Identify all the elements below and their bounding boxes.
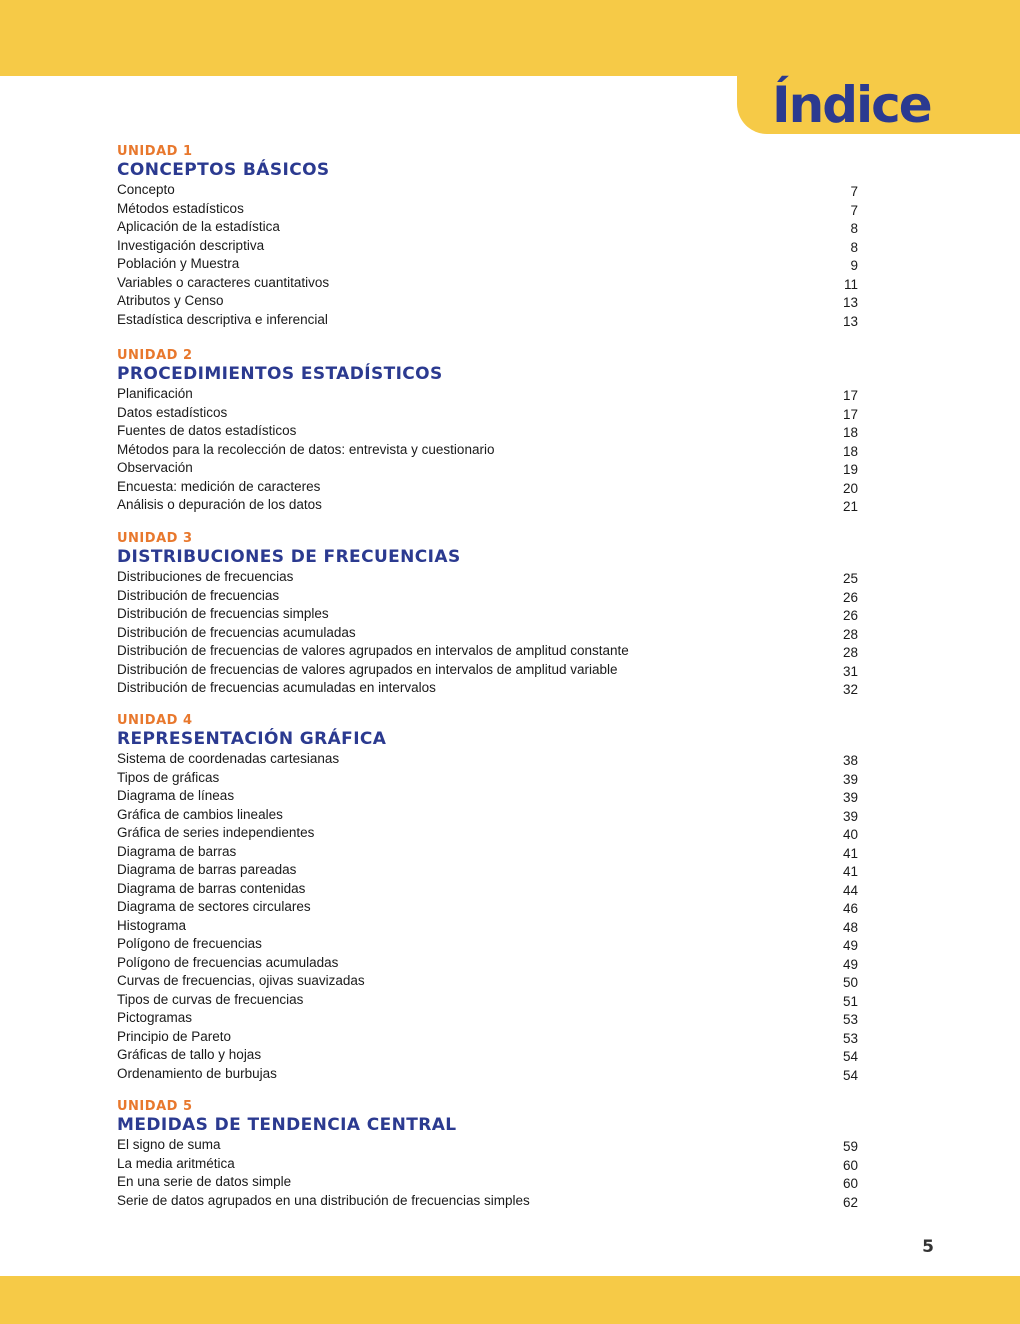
- toc-entry-label: Distribución de frecuencias acumuladas: [117, 624, 356, 640]
- entry-list: [117, 568, 862, 698]
- toc-entry-label: Curvas de frecuencias, ojivas suavizadas: [117, 973, 365, 988]
- toc-entry[interactable]: [117, 1028, 862, 1047]
- toc-entry[interactable]: [117, 181, 862, 200]
- toc-entry-label: Polígono de frecuencias: [117, 936, 262, 951]
- toc-entry-page: 9: [850, 258, 858, 273]
- toc-entry-label: Diagrama de barras: [117, 843, 237, 859]
- toc-entry-label: Serie de datos agrupados en una distribución de frecuencias simples: [117, 1192, 530, 1208]
- unit-section: [117, 532, 862, 698]
- toc-entry[interactable]: [117, 200, 862, 219]
- toc-entry-page: 46: [842, 901, 858, 916]
- toc-entry-page: 26: [842, 589, 858, 605]
- toc-entry-page: 41: [842, 845, 858, 861]
- toc-entry[interactable]: [117, 587, 862, 606]
- toc-entry-label: Distribución de frecuencias simples: [117, 606, 329, 621]
- toc-entry-label: Distribución de frecuencias de valores agrupados en intervalos de amplitud constante: [117, 643, 629, 658]
- toc-entry-label: Fuentes de datos estadísticos: [117, 423, 297, 438]
- toc-entry-page: 19: [842, 462, 858, 477]
- toc-entry-label: Ordenamiento de burbujas: [117, 1065, 277, 1081]
- toc-entry-label: Gráfica de cambios lineales: [117, 806, 283, 822]
- toc-entry-label: Distribución de frecuencias: [117, 587, 280, 603]
- toc-entry-page: 25: [842, 571, 858, 586]
- toc-entry-page: 60: [842, 1176, 858, 1191]
- toc-entry-page: 32: [842, 682, 858, 697]
- toc-entry[interactable]: [117, 496, 862, 515]
- toc-entry-label: Concepto: [117, 182, 175, 197]
- toc-entry-label: Datos estadísticos: [117, 404, 228, 420]
- toc-entry[interactable]: [117, 661, 862, 680]
- toc-entry[interactable]: [117, 991, 862, 1010]
- toc-entry-label: Población y Muestra: [117, 256, 240, 271]
- toc-entry-label: Variables o caracteres cuantitativos: [117, 274, 330, 290]
- toc-entry[interactable]: [117, 404, 862, 423]
- toc-entry-page: 54: [842, 1049, 858, 1064]
- toc-entry-label: Gráficas de tallo y hojas: [117, 1047, 262, 1062]
- toc-entry-label: Histograma: [117, 917, 187, 933]
- toc-entry[interactable]: [117, 422, 862, 441]
- toc-entry[interactable]: [117, 1173, 862, 1192]
- entry-list: [117, 750, 862, 1083]
- toc-entry-label: Atributos y Censo: [117, 293, 224, 308]
- toc-entry[interactable]: [117, 843, 862, 862]
- toc-entry-page: 17: [842, 406, 858, 422]
- toc-entry-page: 50: [842, 975, 858, 990]
- toc-entry[interactable]: [117, 679, 862, 698]
- toc-entry-page: 26: [842, 608, 858, 623]
- toc-entry[interactable]: [117, 642, 862, 661]
- toc-entry-label: Tipos de gráficas: [117, 769, 220, 785]
- toc-entry-label: Sistema de coordenadas cartesianas: [117, 751, 340, 766]
- toc-entry-page: 44: [842, 882, 858, 898]
- bottom-band: [0, 1276, 1020, 1324]
- toc-entry[interactable]: [117, 1046, 862, 1065]
- toc-entry[interactable]: [117, 1065, 862, 1084]
- toc-entry[interactable]: [117, 917, 862, 936]
- toc-entry[interactable]: [117, 935, 862, 954]
- toc-entry-label: Diagrama de sectores circulares: [117, 899, 311, 914]
- toc-entry-label: Observación: [117, 460, 193, 475]
- toc-entry[interactable]: [117, 292, 862, 311]
- toc-entry[interactable]: [117, 459, 862, 478]
- toc-entry[interactable]: [117, 750, 862, 769]
- toc-entry[interactable]: [117, 624, 862, 643]
- toc-entry-page: 40: [842, 827, 858, 842]
- toc-entry-page: 39: [842, 771, 858, 787]
- toc-entry[interactable]: [117, 898, 862, 917]
- toc-entry[interactable]: [117, 880, 862, 899]
- toc-entry-page: 7: [850, 184, 858, 199]
- entry-list: [117, 181, 862, 329]
- toc-entry[interactable]: [117, 385, 862, 404]
- entry-list: [117, 1136, 862, 1210]
- toc-entry-label: Distribuciones de frecuencias: [117, 569, 294, 584]
- toc-entry[interactable]: [117, 1192, 862, 1211]
- toc-entry-label: Tipos de curvas de frecuencias: [117, 991, 304, 1007]
- toc-entry-label: La media aritmética: [117, 1155, 235, 1171]
- toc-entry-page: 49: [842, 938, 858, 953]
- unit-label: UNIDAD 2: [117, 348, 193, 363]
- toc-entry[interactable]: [117, 605, 862, 624]
- toc-entry[interactable]: [117, 478, 862, 497]
- unit-label: UNIDAD 3: [117, 531, 193, 546]
- toc-entry-page: 28: [842, 645, 858, 660]
- toc-entry-page: 39: [842, 808, 858, 824]
- toc-entry-page: 41: [842, 864, 858, 879]
- toc-entry-page: 18: [842, 425, 858, 440]
- toc-entry[interactable]: [117, 787, 862, 806]
- toc-entry[interactable]: [117, 1155, 862, 1174]
- page-title: Índice: [772, 76, 931, 134]
- toc-entry[interactable]: [117, 441, 862, 460]
- unit-title: DISTRIBUCIONES DE FRECUENCIAS: [117, 547, 461, 567]
- unit-title: CONCEPTOS BÁSICOS: [117, 160, 330, 180]
- toc-entry-label: En una serie de datos simple: [117, 1174, 292, 1189]
- toc-entry-label: Diagrama de barras pareadas: [117, 862, 297, 877]
- toc-entry-label: Principio de Pareto: [117, 1028, 232, 1044]
- toc-entry-page: 38: [842, 753, 858, 768]
- toc-entry[interactable]: [117, 861, 862, 880]
- unit-label: UNIDAD 1: [117, 144, 193, 159]
- toc-entry-page: 13: [842, 313, 858, 329]
- toc-entry-page: 59: [842, 1139, 858, 1154]
- entry-list: [117, 385, 862, 515]
- toc-entry[interactable]: [117, 311, 862, 330]
- toc-entry-page: 18: [842, 443, 858, 459]
- toc-entry-page: 17: [842, 388, 858, 403]
- toc-entry-label: Encuesta: medición de caracteres: [117, 478, 321, 494]
- toc-entry-page: 48: [842, 919, 858, 935]
- toc-entry[interactable]: [117, 274, 862, 293]
- toc-entry-page: 20: [842, 480, 858, 496]
- toc-entry[interactable]: [117, 255, 862, 274]
- toc-entry-label: Investigación descriptiva: [117, 237, 265, 253]
- toc-entry-label: Métodos para la recolección de datos: entrevista y cuestionario: [117, 441, 495, 457]
- toc-entry-page: 7: [850, 202, 858, 218]
- toc-entry-label: Estadística descriptiva e inferencial: [117, 311, 328, 327]
- toc-entry-page: 60: [842, 1157, 858, 1173]
- toc-entry-label: Métodos estadísticos: [117, 200, 244, 216]
- unit-label: UNIDAD 5: [117, 1099, 193, 1114]
- unit-title: MEDIDAS DE TENDENCIA CENTRAL: [117, 1115, 457, 1135]
- toc-entry-page: 31: [842, 663, 858, 679]
- toc-entry-label: Polígono de frecuencias acumuladas: [117, 954, 339, 970]
- unit-section: [117, 1100, 862, 1210]
- toc-entry[interactable]: [117, 568, 862, 587]
- toc-entry-label: El signo de suma: [117, 1137, 221, 1152]
- toc-entry-label: Análisis o depuración de los datos: [117, 497, 322, 512]
- toc-entry[interactable]: [117, 237, 862, 256]
- unit-title: REPRESENTACIÓN GRÁFICA: [117, 729, 387, 749]
- toc-entry-page: 28: [842, 626, 858, 642]
- toc-entry[interactable]: [117, 1136, 862, 1155]
- toc-entry[interactable]: [117, 806, 862, 825]
- toc-entry-page: 53: [842, 1012, 858, 1027]
- page-number: 5: [922, 1237, 934, 1257]
- toc-entry-label: Planificación: [117, 386, 193, 401]
- toc-entry-page: 62: [842, 1194, 858, 1210]
- unit-section: [117, 714, 862, 1083]
- toc-entry-page: 53: [842, 1030, 858, 1046]
- toc-entry-page: 21: [842, 499, 858, 514]
- toc-entry[interactable]: [117, 218, 862, 237]
- toc-entry-label: Diagrama de barras contenidas: [117, 880, 306, 896]
- toc-entry-label: Pictogramas: [117, 1010, 193, 1025]
- toc-entry-label: Aplicación de la estadística: [117, 219, 280, 234]
- toc-entry-label: Distribución de frecuencias acumuladas en intervalos: [117, 680, 436, 695]
- toc-entry-page: 54: [842, 1067, 858, 1083]
- toc-entry[interactable]: [117, 824, 862, 843]
- toc-entry-page: 8: [850, 239, 858, 255]
- toc-entry-label: Distribución de frecuencias de valores agrupados en intervalos de amplitud variable: [117, 661, 618, 677]
- toc-entry-label: Diagrama de líneas: [117, 788, 235, 803]
- toc-entry-page: 39: [842, 790, 858, 805]
- toc-entry[interactable]: [117, 972, 862, 991]
- toc-entry[interactable]: [117, 954, 862, 973]
- toc-entry-page: 8: [850, 221, 858, 236]
- toc-entry-page: 49: [842, 956, 858, 972]
- toc-entry-page: 11: [843, 276, 858, 292]
- toc-entry-page: 51: [842, 993, 858, 1009]
- unit-section: [117, 145, 862, 329]
- toc-entry-page: 13: [842, 295, 858, 310]
- unit-section: [117, 349, 862, 515]
- unit-label: UNIDAD 4: [117, 713, 193, 728]
- unit-title: PROCEDIMIENTOS ESTADÍSTICOS: [117, 364, 443, 384]
- toc-entry-label: Gráfica de series independientes: [117, 825, 315, 840]
- toc-entry[interactable]: [117, 1009, 862, 1028]
- toc-entry[interactable]: [117, 769, 862, 788]
